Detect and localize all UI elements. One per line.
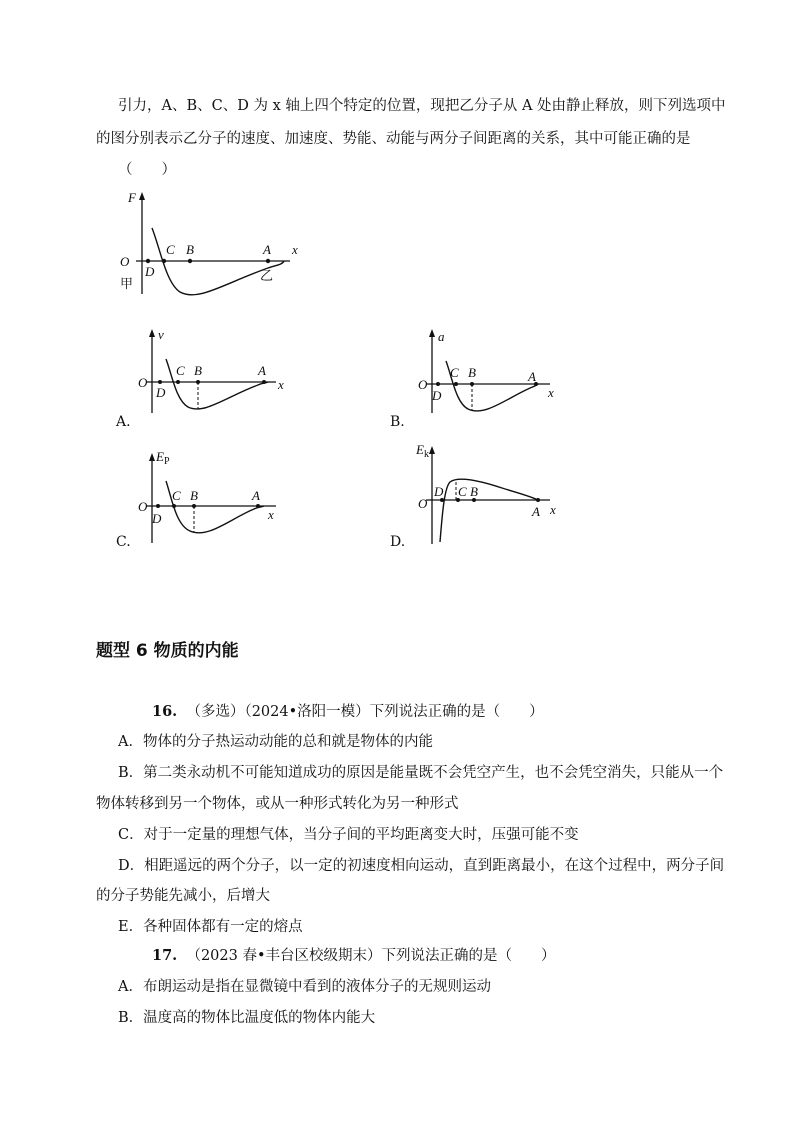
point-a-label: A xyxy=(532,504,540,519)
option-d-label[interactable]: D. xyxy=(390,534,406,550)
option-a-label[interactable]: A. xyxy=(116,414,131,430)
intro-line-3: （ ） xyxy=(118,162,176,178)
origin-label: O xyxy=(120,254,130,269)
point-a-label: A xyxy=(528,369,536,384)
y-axis-symbol: E xyxy=(156,449,164,464)
q17-stem xyxy=(152,946,556,966)
point-a-label: A xyxy=(263,242,271,257)
y-axis-label: a xyxy=(438,329,445,344)
q17-option-a[interactable]: A．布朗运动是指在显微镜中看到的液体分子的无规则运动 xyxy=(118,979,491,995)
y-axis-arrow-icon xyxy=(429,446,435,454)
y-axis-arrow-icon xyxy=(149,329,155,337)
q17-number: 17. xyxy=(152,947,178,964)
q16-option-c[interactable]: C．对于一定量的理想气体，当分子间的平均距离变大时，压强可能不变 xyxy=(118,827,579,843)
origin-label: O xyxy=(418,496,428,511)
intro-line-2: 的图分别表示乙分子的速度、加速度、势能、动能与两分子间距离的关系，其中可能正确的是 xyxy=(96,131,691,147)
point-c-label: C xyxy=(458,484,467,499)
point-d-dot xyxy=(146,259,150,263)
y-axis-label xyxy=(415,442,429,460)
x-axis-label: x xyxy=(278,377,284,392)
point-d-dot xyxy=(158,380,162,384)
point-a-dot xyxy=(256,504,260,508)
y-axis-label: F xyxy=(128,190,136,205)
point-b-dot xyxy=(196,380,200,384)
molecule-jia-label: 甲 xyxy=(120,276,134,291)
x-axis-label: x xyxy=(548,385,554,400)
point-d-label: D xyxy=(145,264,155,279)
acceleration-curve xyxy=(446,361,538,411)
q17-stem-text: （2023 春•丰台区校级期末）下列说法正确的是（ ） xyxy=(186,948,556,964)
q16-stem-text: （多选）（2024•洛阳一模）下列说法正确的是（ ） xyxy=(186,704,544,720)
point-b-dot xyxy=(192,504,196,508)
point-c-dot xyxy=(176,380,180,384)
q16-option-e[interactable]: E．各种固体都有一定的熔点 xyxy=(118,919,303,935)
option-b-label[interactable]: B. xyxy=(390,414,405,430)
y-axis-arrow-icon xyxy=(429,329,435,337)
x-axis-label: x xyxy=(268,507,274,522)
option-c-label[interactable]: C. xyxy=(116,534,131,550)
point-c-label: C xyxy=(166,242,175,257)
q16-option-d-line2: 的分子势能先减小，后增大 xyxy=(96,888,270,904)
option-a-figure xyxy=(130,325,290,415)
q16-option-d-line1[interactable]: D．相距遥远的两个分子，以一定的初速度相向运动，直到距离最小，在这个过程中，两分子间 xyxy=(118,858,725,874)
section-title: 题型 6 物质的内能 xyxy=(96,641,239,661)
x-axis-label: x xyxy=(292,242,298,257)
y-axis-label: v xyxy=(158,327,164,342)
point-b-label: B xyxy=(186,242,194,257)
option-b-figure xyxy=(410,325,570,415)
origin-label: O xyxy=(138,499,148,514)
point-c-label: C xyxy=(450,365,459,380)
point-b-label: B xyxy=(194,363,202,378)
y-axis-symbol: E xyxy=(416,442,424,457)
point-b-label: B xyxy=(470,484,478,499)
point-d-label: D xyxy=(152,511,162,526)
point-d-dot xyxy=(436,382,440,386)
point-c-dot xyxy=(454,382,458,386)
main-force-figure xyxy=(108,188,308,298)
molecule-yi-label: 乙 xyxy=(260,268,274,283)
potential-energy-curve xyxy=(166,481,264,533)
point-d-label: D xyxy=(432,388,442,403)
point-b-label: B xyxy=(468,365,476,380)
point-c-dot xyxy=(162,259,166,263)
point-a-dot xyxy=(266,259,270,263)
point-a-label: A xyxy=(258,363,266,378)
point-c-dot xyxy=(172,504,176,508)
point-d-label: D xyxy=(434,484,444,499)
option-c-figure xyxy=(130,445,290,545)
point-a-dot xyxy=(262,380,266,384)
point-b-label: B xyxy=(190,488,198,503)
q16-number: 16. xyxy=(152,703,178,720)
q16-option-b-line2: 物体转移到另一个物体，或从一种形式转化为另一种形式 xyxy=(96,796,459,812)
y-axis-arrow-icon xyxy=(139,192,145,200)
y-axis-arrow-icon xyxy=(149,453,155,461)
q17-option-b[interactable]: B．温度高的物体比温度低的物体内能大 xyxy=(118,1010,376,1026)
x-axis-label: x xyxy=(550,502,556,517)
origin-label: O xyxy=(138,375,148,390)
intro-line-1: 引力，A、B、C、D 为 x 轴上四个特定的位置，现把乙分子从 A 处由静止释放，则下列选项中 xyxy=(118,98,726,114)
kinetic-energy-curve xyxy=(440,479,538,542)
point-c-label: C xyxy=(176,363,185,378)
point-b-dot xyxy=(188,259,192,263)
point-c-label: C xyxy=(172,488,181,503)
origin-label: O xyxy=(418,377,428,392)
q16-option-b-line1[interactable]: B．第二类永动机不可能知道成功的原因是能量既不会凭空产生，也不会凭空消失，只能从一个 xyxy=(118,765,724,781)
y-axis-subscript: k xyxy=(423,449,429,460)
point-d-label: D xyxy=(156,385,166,400)
point-a-dot xyxy=(536,498,540,502)
point-a-label: A xyxy=(252,488,260,503)
q16-option-a[interactable]: A．物体的分子热运动动能的总和就是物体的内能 xyxy=(118,734,433,750)
point-b-dot xyxy=(470,382,474,386)
y-axis-subscript: P xyxy=(163,456,170,467)
point-d-dot xyxy=(156,504,160,508)
y-axis-label xyxy=(155,449,170,467)
option-d-figure xyxy=(410,438,570,548)
q16-stem xyxy=(152,702,544,722)
